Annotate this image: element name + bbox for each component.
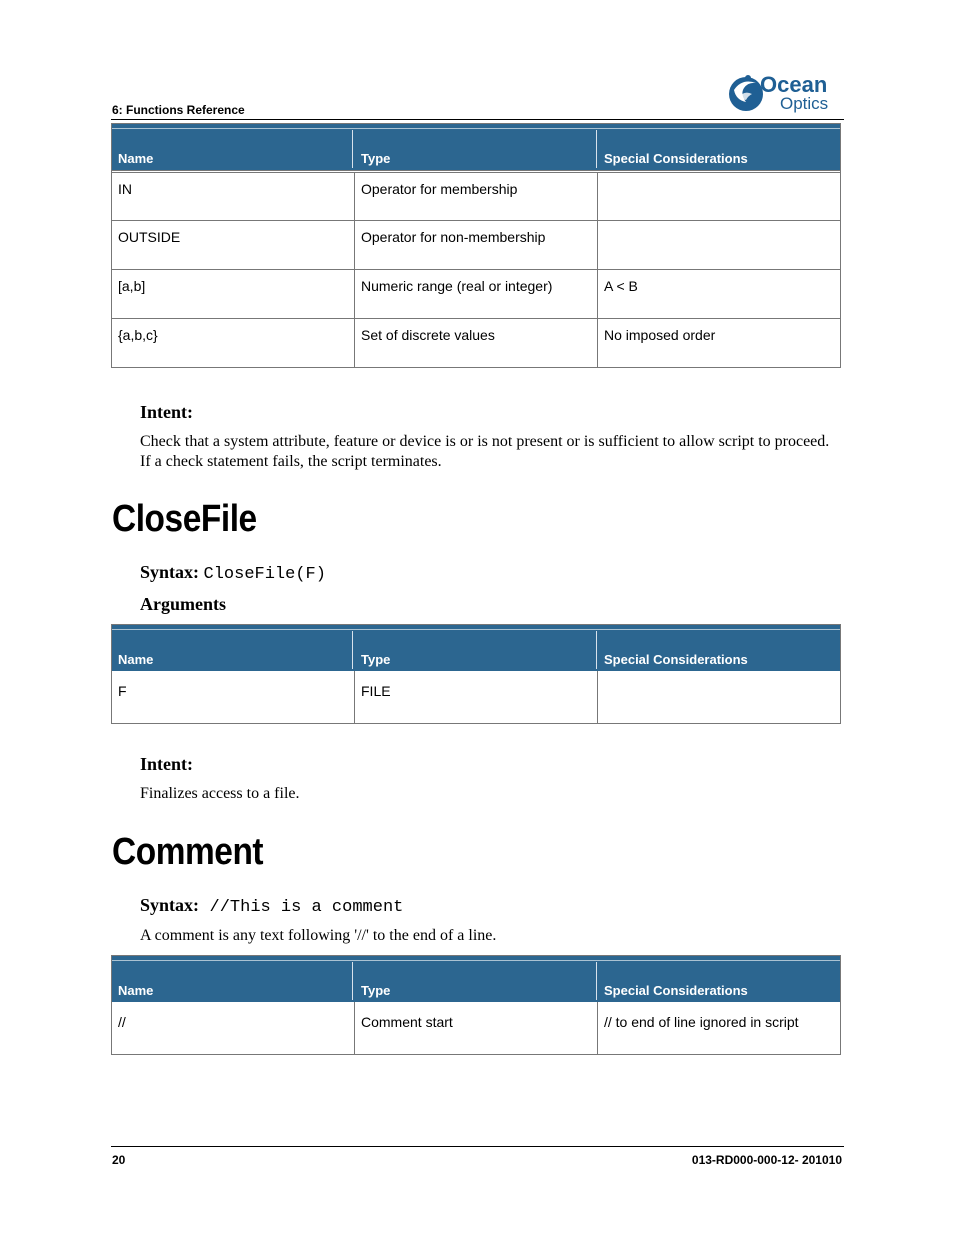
table-row: IN Operator for membership — [112, 170, 840, 220]
syntax-line — [140, 895, 403, 917]
table-header-row — [112, 124, 840, 170]
syntax-line — [140, 562, 326, 584]
svg-text:Ocean: Ocean — [760, 72, 828, 97]
header-divider — [111, 119, 844, 120]
comment-description: A comment is any text following '//' to the end of a line. — [140, 927, 497, 944]
column-header-special: Special Considerations — [604, 151, 748, 166]
section-title-comment: Comment — [112, 831, 264, 873]
table-row: {a,b,c} Set of discrete values No imposed order — [112, 318, 840, 367]
closefile-arguments-table — [111, 624, 841, 724]
syntax-code: //This is a comment — [209, 898, 404, 917]
syntax-label: Syntax: — [140, 895, 200, 915]
intent-text: Check that a system attribute, feature or device is or is not present or is sufficient to allow script to proceed. If a check statement fails, the script terminates. — [140, 433, 830, 470]
document-number: 013-RD000-000-12- 201010 — [691, 1153, 842, 1167]
table-header-row — [112, 625, 840, 671]
column-header-name: Name — [118, 151, 154, 166]
ocean-optics-logo-icon — [726, 70, 846, 116]
svg-text:Optics: Optics — [780, 94, 829, 113]
footer-divider — [111, 1146, 844, 1147]
ocean-optics-logo — [726, 70, 846, 116]
column-header-special: Special Considerations — [604, 983, 748, 998]
running-header: 6: Functions Reference — [112, 103, 245, 117]
section-title-closefile: CloseFile — [112, 498, 257, 540]
table-row: OUTSIDE Operator for non-membership — [112, 220, 840, 269]
column-header-type: Type — [361, 151, 391, 166]
table-header-row — [112, 956, 840, 1002]
arguments-heading: Arguments — [140, 594, 226, 614]
intent-text: Finalizes access to a file. — [140, 785, 300, 802]
operators-table — [111, 123, 841, 368]
syntax-label: Syntax: — [140, 562, 200, 582]
table-row: // Comment start // to end of line ignored in script — [112, 1002, 840, 1054]
table-row: F FILE — [112, 671, 840, 723]
column-header-name: Name — [118, 652, 154, 667]
intent-heading: Intent: — [140, 402, 193, 422]
page-number: 20 — [112, 1153, 126, 1167]
syntax-code: CloseFile(F) — [203, 565, 326, 584]
column-header-name: Name — [118, 983, 154, 998]
comment-table — [111, 955, 841, 1055]
column-header-special: Special Considerations — [604, 652, 748, 667]
column-header-type: Type — [361, 983, 391, 998]
table-row: [a,b] Numeric range (real or integer) A < B — [112, 269, 840, 318]
intent-heading: Intent: — [140, 754, 193, 774]
column-header-type: Type — [361, 652, 391, 667]
